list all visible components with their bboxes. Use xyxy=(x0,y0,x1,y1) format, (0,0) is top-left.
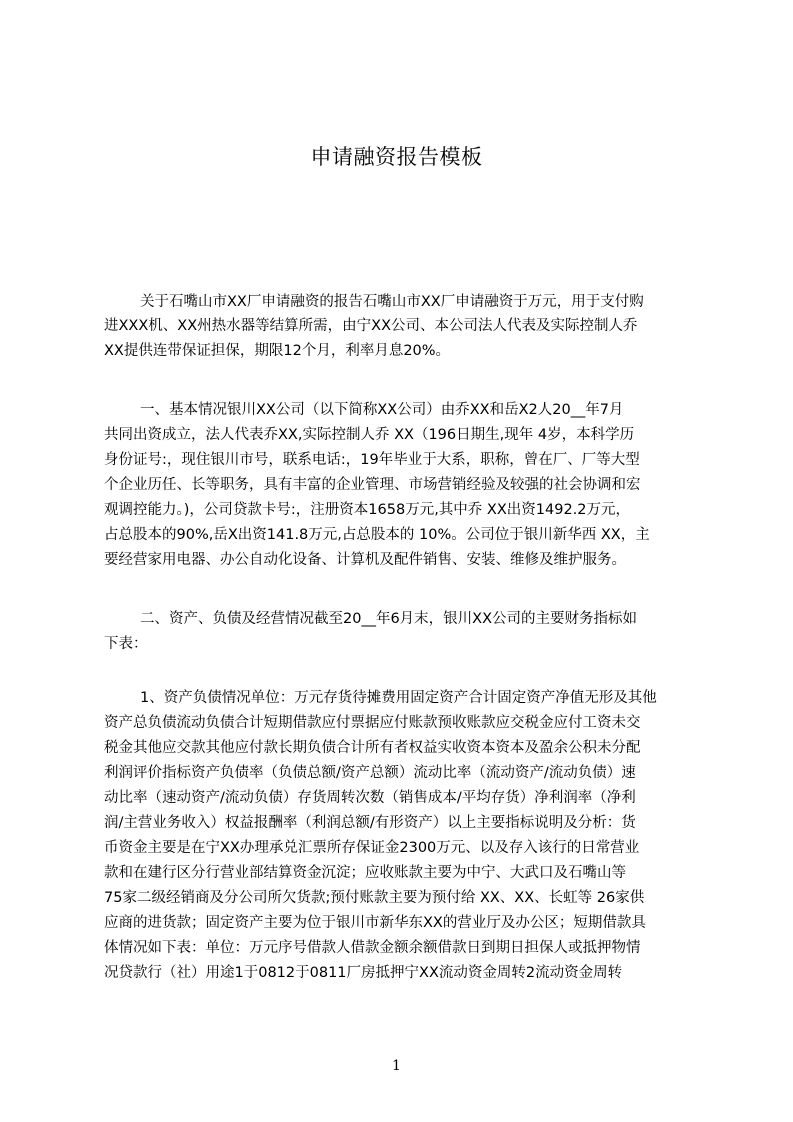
paragraph-4-line-5: 动比率（速动资产/流动负债）存货周转次数（销售成本/平均存货）净利润率（净利 xyxy=(104,790,636,806)
paragraph-4-line-6: 润/主营业务收入）权益报酬率（利润总额/有形资产）以上主要指标说明及分析：货 xyxy=(104,815,636,831)
paragraph-4-line-1: 1、资产负债情况单位：万元存货待摊费用固定资产合计固定资产净值无形及其他 xyxy=(140,690,657,706)
paragraph-1-line-3: XX提供连带保证担保，期限12个月，利率月息20%。 xyxy=(104,343,451,359)
paragraph-2-line-4: 个企业历任、长等职务，具有丰富的企业管理、市场营销经验及较强的社会协调和宏 xyxy=(104,477,641,493)
document-title: 申请融资报告模板 xyxy=(310,145,483,169)
paragraph-3-line-1: 二、资产、负债及经营情况截至20__年6月末，银川XX公司的主要财务指标如 xyxy=(140,611,638,627)
paragraph-4-line-12: 况贷款行（社）用途1于0812于0811厂房抵押宁XX流动资金周转2流动资金周转 xyxy=(104,965,623,981)
paragraph-2-line-1: 一、基本情况银川XX公司（以下简称XX公司）由乔XX和岳X2人20__年7月 xyxy=(140,402,624,418)
paragraph-4-line-7: 币资金主要是在宁XX办理承兑汇票所存保证金2300万元、以及存入该行的日常营业 xyxy=(104,840,640,856)
paragraph-2-line-2: 共同出资成立，法人代表乔XX,实际控制人乔 XX（196日期生,现年 4岁，本科学历 xyxy=(104,427,635,443)
paragraph-4-line-11: 体情况如下表：单位：万元序号借款人借款金额余额借款日到期日担保人或抵押物情 xyxy=(104,940,641,956)
paragraph-2-line-3: 身份证号:，现住银川市号，联系电话:，19年毕业于大系，职称，曾在厂、厂等大型 xyxy=(104,452,640,468)
paragraph-4-line-8: 款和在建行区分行营业部结算资金沉淀；应收账款主要为中宁、大武口及石嘴山等 xyxy=(104,865,626,881)
paragraph-2-line-7: 要经营家用电器、办公自动化设备、计算机及配件销售、安装、维修及维护服务。 xyxy=(104,552,626,568)
paragraph-4-line-4: 利润评价指标资产负债率（负债总额/资产总额）流动比率（流动资产/流动负债）速 xyxy=(104,765,636,781)
paragraph-4-line-9: 75家二级经销商及分公司所欠货款;预付账款主要为预付给 XX、XX、长虹等 26家供 xyxy=(104,890,645,906)
paragraph-1-line-1: 关于石嘴山市XX厂申请融资的报告石嘴山市XX厂申请融资于万元，用于支付购 xyxy=(140,294,644,310)
page-number: 1 xyxy=(392,1058,401,1074)
paragraph-4-line-3: 税金其他应交款其他应付款长期负债合计所有者权益实收资本资本及盈余公积未分配 xyxy=(104,740,641,756)
paragraph-2-line-5: 观调控能力。)，公司贷款卡号:，注册资本1658万元,其中乔 XX出资1492.2万元， xyxy=(104,502,631,518)
paragraph-4-line-2: 资产总负债流动负债合计短期借款应付票据应付账款预收账款应交税金应付工资未交 xyxy=(104,715,641,731)
paragraph-3-line-2: 下表： xyxy=(104,636,148,652)
paragraph-2-line-6: 占总股本的90%,岳X出资141.8万元,占总股本的 10%。公司位于银川新华西 XX，主 xyxy=(104,527,650,543)
paragraph-1-line-2: 进XXX机、XX州热水器等结算所需，由宁XX公司、本公司法人代表及实际控制人乔 xyxy=(104,318,638,334)
paragraph-4-line-10: 应商的进货款；固定资产主要为位于银川市新华东XX的营业厅及办公区；短期借款具 xyxy=(104,915,646,931)
